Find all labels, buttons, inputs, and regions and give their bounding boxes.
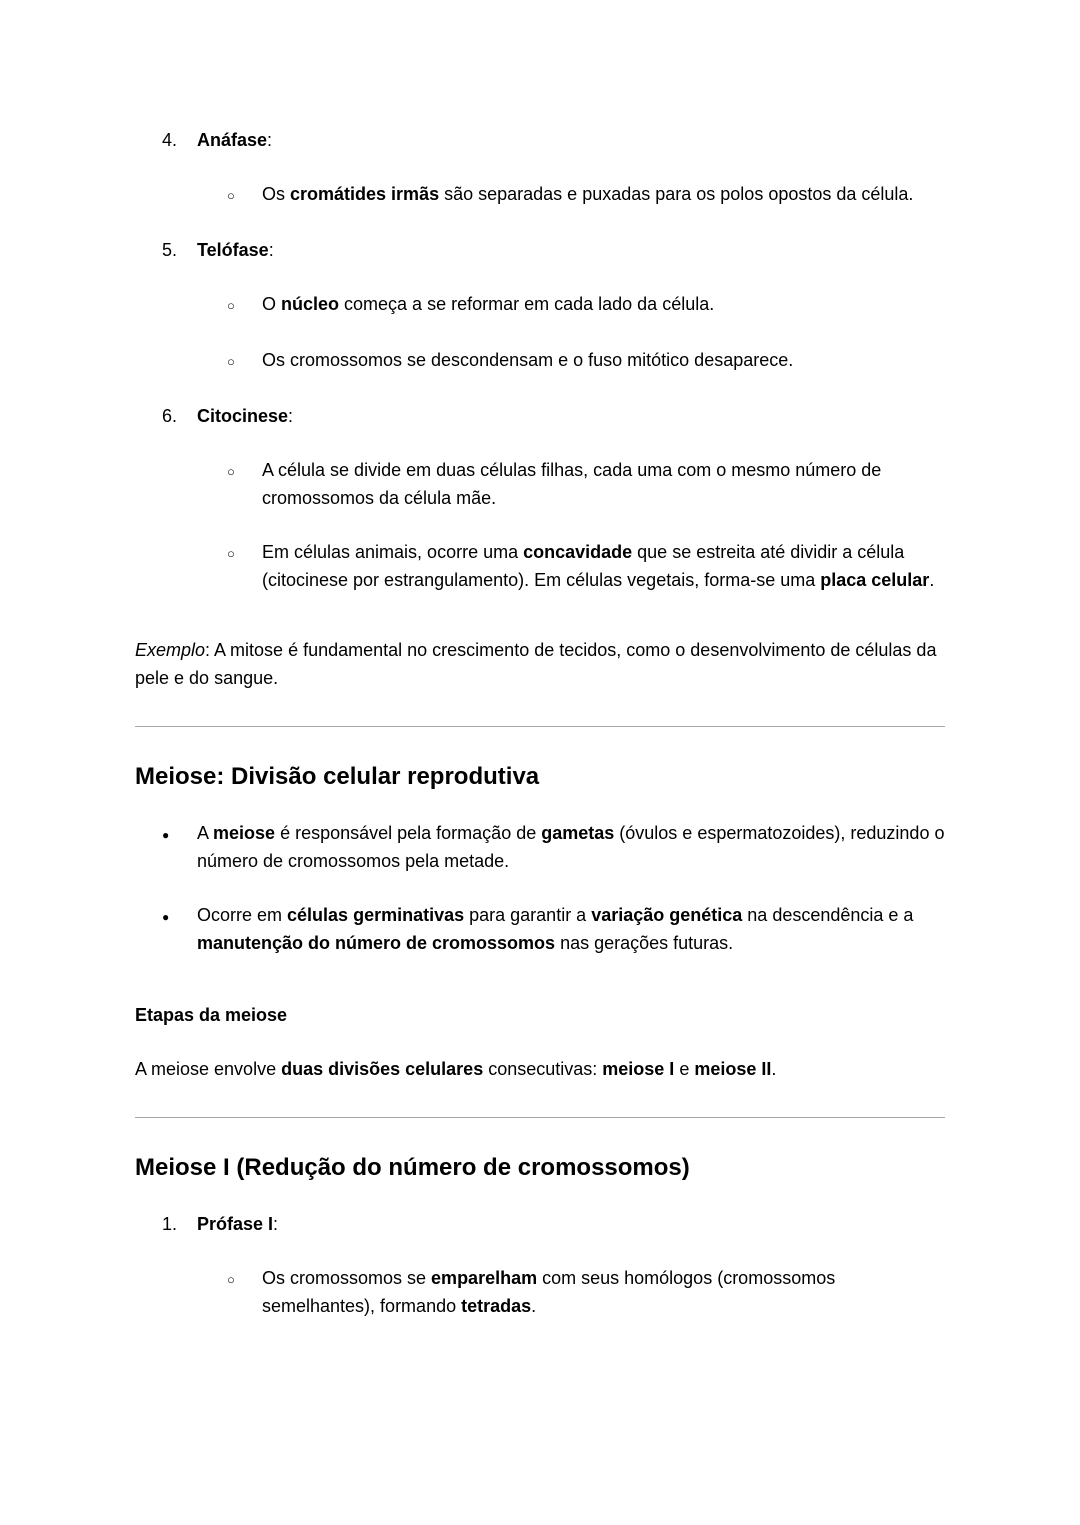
hollow-bullet-icon: ○ (227, 188, 235, 203)
text-run-bold: Anáfase (197, 130, 268, 150)
paragraph-etapas (135, 1055, 945, 1083)
sub-bullet-telofase-2 (135, 346, 945, 376)
text-run: com seus homólogos (cromossomos semelhantes), formando (262, 1268, 836, 1316)
text-run: Os cromossomos se descondensam e o fuso mitótico desaparece. (262, 350, 794, 370)
text-run-bold: células germinativas (287, 905, 465, 925)
list-number: 6. (162, 406, 178, 426)
text-run-bold: cromátides irmãs (290, 184, 440, 204)
text-run: que se estreita até dividir a célula (citocinese por estrangulamento). Em células vegetais, forma-se uma (262, 542, 905, 590)
hollow-bullet-icon: ○ (227, 546, 235, 561)
list-number: 5. (162, 240, 178, 260)
text-run: nas gerações futuras. (555, 933, 734, 953)
text-run: na descendência e a (742, 905, 914, 925)
text-run: Os (262, 184, 291, 204)
sub-bullet-text (262, 180, 945, 210)
text-run: Os cromossomos se (262, 1268, 432, 1288)
list-item-citocinese (135, 402, 945, 430)
text-run-bold: duas divisões celulares (281, 1059, 484, 1079)
text-run: A meiose envolve (135, 1059, 282, 1079)
text-run: são separadas e puxadas para os polos opostos da célula. (439, 184, 914, 204)
text-run: para garantir a (464, 905, 592, 925)
sub-bullet-text (262, 346, 945, 376)
sub-bullet-text (262, 1264, 945, 1320)
text-run-bold: tetradas (461, 1296, 532, 1316)
text-run-bold: variação genética (591, 905, 743, 925)
text-run: (óvulos e espermatozoides), reduzindo o número de cromossomos pela metade. (197, 823, 945, 871)
text-run-bold: meiose II (694, 1059, 772, 1079)
disc-bullet-icon: ● (162, 828, 170, 842)
text-run-bold: manutenção do número de cromossomos (197, 933, 556, 953)
text-run: Ocorre em (197, 905, 288, 925)
list-item-title (197, 126, 945, 154)
text-run: : A mitose é fundamental no crescimento de tecidos, como o desenvolvimento de células da pele e do sangue. (135, 640, 937, 688)
sub-bullet-text (262, 290, 945, 320)
text-run: . (771, 1059, 777, 1079)
text-run-bold: gametas (541, 823, 615, 843)
text-run: O (262, 294, 282, 314)
text-run: Em células animais, ocorre uma (262, 542, 524, 562)
subheading-etapas: Etapas da meiose (135, 1005, 288, 1025)
text-run: . (929, 570, 935, 590)
text-run: consecutivas: (483, 1059, 603, 1079)
hollow-bullet-icon: ○ (227, 464, 235, 479)
list-item-title (197, 236, 945, 264)
bullet-meiose-1 (135, 819, 945, 875)
list-item-profase-1 (135, 1210, 945, 1238)
text-run-bold: Telófase (197, 240, 269, 260)
sub-bullet-text (262, 456, 945, 512)
sub-bullet-citocinese-1 (135, 456, 945, 512)
hollow-bullet-icon: ○ (227, 298, 235, 313)
list-item-title (197, 1210, 945, 1238)
sub-bullet-text (262, 538, 945, 594)
text-run-bold: Citocinese (197, 406, 289, 426)
text-run: é responsável pela formação de (275, 823, 542, 843)
text-run-bold: meiose (213, 823, 276, 843)
bullet-text (197, 819, 945, 875)
text-run-bold: concavidade (523, 542, 633, 562)
disc-bullet-icon: ● (162, 910, 170, 924)
paragraph-exemplo (135, 636, 945, 692)
text-run: começa a se reformar em cada lado da célula. (339, 294, 715, 314)
text-run-bold: emparelham (431, 1268, 538, 1288)
sub-bullet-telofase-1 (135, 290, 945, 320)
hollow-bullet-icon: ○ (227, 1272, 235, 1287)
sub-bullet-anafase-1 (135, 180, 945, 210)
text-run-bold: placa celular (820, 570, 930, 590)
horizontal-rule (135, 1117, 945, 1118)
text-run: : (273, 1214, 279, 1234)
hollow-bullet-icon: ○ (227, 354, 235, 369)
text-run-bold: Prófase I (197, 1214, 274, 1234)
text-run-bold: meiose I (602, 1059, 675, 1079)
list-item-anafase (135, 126, 945, 154)
text-run-italic: Exemplo (135, 640, 206, 660)
bullet-text (197, 901, 945, 957)
sub-bullet-citocinese-2 (135, 538, 945, 594)
list-item-telofase (135, 236, 945, 264)
text-run: A célula se divide em duas células filhas, cada uma com o mesmo número de cromossomos da célula mãe. (262, 460, 882, 508)
text-run: . (531, 1296, 537, 1316)
list-number: 4. (162, 130, 178, 150)
sub-bullet-profase-1 (135, 1264, 945, 1320)
horizontal-rule (135, 726, 945, 727)
heading-meiose-1: Meiose I (Redução do número de cromossomos) (135, 1154, 690, 1181)
text-run: : (267, 130, 273, 150)
text-run: : (288, 406, 294, 426)
text-run: A (197, 823, 214, 843)
list-number: 1. (162, 1214, 178, 1234)
text-run: e (674, 1059, 695, 1079)
text-run-bold: núcleo (281, 294, 340, 314)
text-run: : (268, 240, 274, 260)
heading-meiose: Meiose: Divisão celular reprodutiva (135, 763, 540, 790)
bullet-meiose-2 (135, 901, 945, 957)
list-item-title (197, 402, 945, 430)
